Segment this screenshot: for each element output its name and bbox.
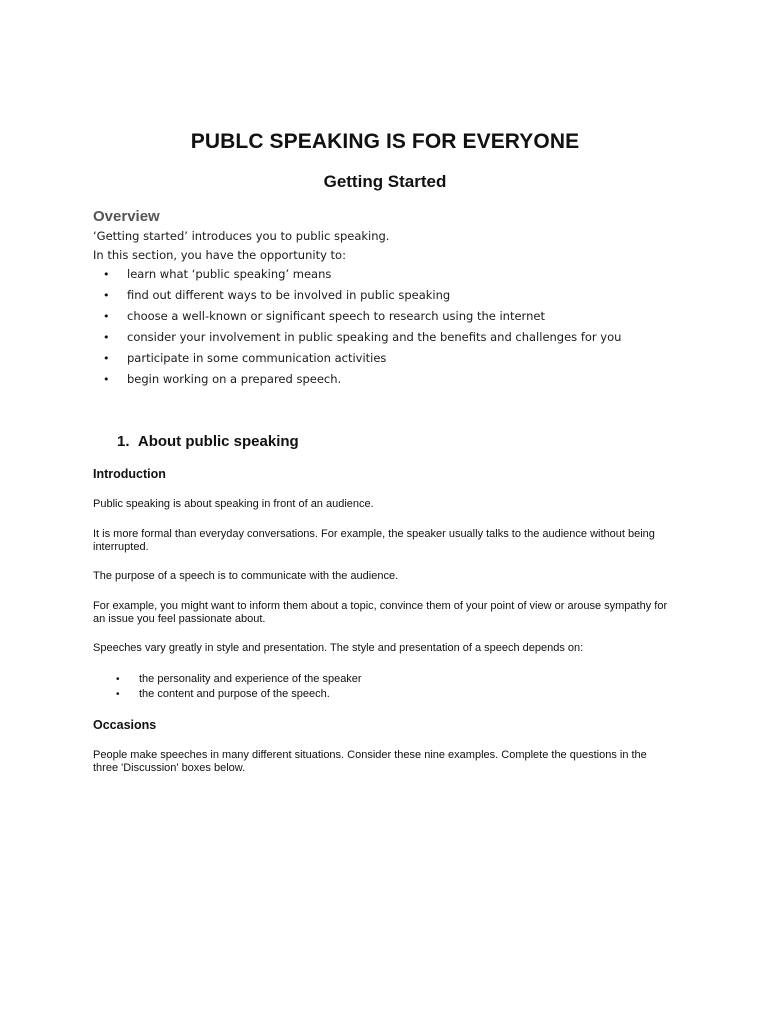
list-item: participate in some communication activities	[127, 351, 387, 365]
overview-heading: Overview	[93, 208, 160, 225]
introduction-heading: Introduction	[93, 467, 166, 481]
bullet-icon: •	[103, 268, 110, 281]
section-number: 1.	[117, 433, 130, 450]
list-item: begin working on a prepared speech.	[127, 372, 342, 386]
paragraph: Public speaking is about speaking in front of an audience.	[93, 498, 374, 510]
bullet-icon: •	[103, 373, 110, 386]
paragraph: It is more formal than everyday conversations. For example, the speaker usually talks to the audience without being interrupted.	[93, 528, 655, 553]
section-title: About public speaking	[137, 433, 299, 450]
bullet-icon: •	[116, 689, 120, 700]
list-item: the personality and experience of the speaker	[139, 673, 362, 685]
paragraph: For example, you might want to inform them about a topic, convince them of your point of view or arouse sympathy for an issue you feel passionate about.	[93, 600, 668, 625]
page-title: PUBLC SPEAKING IS FOR EVERYONE	[190, 130, 580, 153]
section-heading	[117, 433, 299, 450]
bullet-icon: •	[103, 331, 110, 344]
paragraph: The purpose of a speech is to communicate with the audience.	[93, 570, 399, 582]
list-item: the content and purpose of the speech.	[139, 688, 330, 700]
paragraph: People make speeches in many different situations. Consider these nine examples. Complete the questions in the three 'Discussion' boxes below.	[93, 749, 647, 774]
list-item: choose a well-known or significant speech to research using the internet	[127, 309, 545, 323]
list-item: find out different ways to be involved in public speaking	[127, 288, 451, 302]
list-item: consider your involvement in public speaking and the benefits and challenges for you	[127, 330, 622, 344]
bullet-icon: •	[103, 310, 110, 323]
bullet-icon: •	[116, 674, 120, 685]
bullet-icon: •	[103, 352, 110, 365]
occasions-heading: Occasions	[93, 718, 157, 732]
bullet-icon: •	[103, 289, 110, 302]
list-item: learn what ‘public speaking’ means	[127, 267, 332, 281]
page-subtitle: Getting Started	[323, 172, 447, 191]
overview-intro-line: ‘Getting started’ introduces you to public speaking.	[93, 229, 390, 243]
paragraph: Speeches vary greatly in style and presentation. The style and presentation of a speech depends on:	[93, 642, 584, 654]
overview-intro-line: In this section, you have the opportunity to:	[93, 248, 346, 262]
